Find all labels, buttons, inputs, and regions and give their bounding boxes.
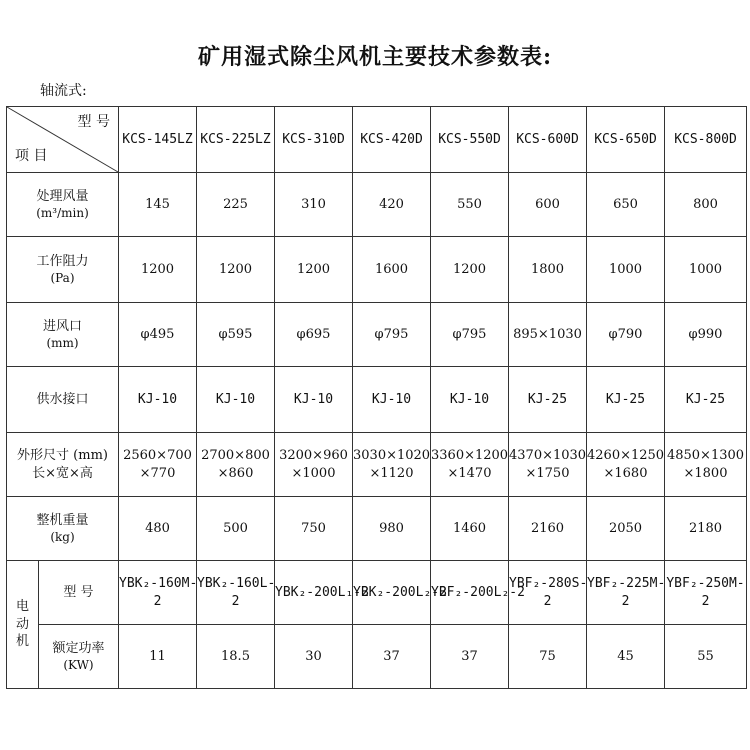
- table-cell: [665, 433, 747, 497]
- table-cell: φ990: [665, 303, 747, 367]
- row-unit: (Pa): [50, 271, 75, 286]
- dim-line: 2700×800: [201, 447, 270, 463]
- model-header: KCS-600D: [509, 107, 587, 173]
- table-cell: 1200: [197, 237, 275, 303]
- table-cell: φ795: [431, 303, 509, 367]
- motor-power-cell: 75: [509, 625, 587, 689]
- table-cell: 500: [197, 497, 275, 561]
- dim-line: 4850×1300: [666, 447, 745, 463]
- motor-power-cell: 37: [431, 625, 509, 689]
- corner-model-label: 型 号: [77, 114, 110, 130]
- table-cell: [587, 433, 665, 497]
- model-header: KCS-550D: [431, 107, 509, 173]
- table-cell: φ790: [587, 303, 665, 367]
- table-cell: 800: [665, 173, 747, 237]
- table-cell: [353, 433, 431, 497]
- table-cell: 650: [587, 173, 665, 237]
- table-row: [7, 367, 747, 433]
- dim-line: 2560×700: [123, 447, 192, 463]
- table-cell: 225: [197, 173, 275, 237]
- table-cell: KJ-25: [587, 367, 665, 433]
- motor-model-label: 型 号: [39, 561, 119, 625]
- table-cell: 2050: [587, 497, 665, 561]
- motor-power-cell: 30: [275, 625, 353, 689]
- row-unit: (kg): [50, 530, 75, 545]
- table-cell: 1200: [431, 237, 509, 303]
- motor-model-cell: YBK₂-200L₁-2: [275, 561, 353, 625]
- motor-power-cell: 37: [353, 625, 431, 689]
- table-cell: 145: [119, 173, 197, 237]
- dim-line: ×770: [139, 465, 176, 481]
- table-cell: 550: [431, 173, 509, 237]
- table-cell: [431, 433, 509, 497]
- table-row: [7, 237, 747, 303]
- table-cell: KJ-10: [197, 367, 275, 433]
- model-header: KCS-225LZ: [197, 107, 275, 173]
- table-cell: 310: [275, 173, 353, 237]
- dim-line: ×1750: [525, 465, 570, 481]
- table-cell: 2160: [509, 497, 587, 561]
- row-unit: (mm): [46, 336, 79, 351]
- table-cell: KJ-10: [119, 367, 197, 433]
- table-cell: 2180: [665, 497, 747, 561]
- row-label-cell: [7, 497, 119, 561]
- row-label: 整机重量: [36, 512, 89, 528]
- motor-group-label: [7, 561, 39, 689]
- table-cell: [197, 433, 275, 497]
- row-label: 外形尺寸 (mm): [17, 447, 108, 463]
- table-cell: [119, 433, 197, 497]
- table-cell: 895×1030: [509, 303, 587, 367]
- table-cell: KJ-10: [353, 367, 431, 433]
- row-unit: 长×宽×高: [32, 465, 93, 481]
- motor-model-cell: YBF₂-225M-2: [587, 561, 665, 625]
- table-cell: 750: [275, 497, 353, 561]
- table-cell: φ495: [119, 303, 197, 367]
- motor-power-label-cell: [39, 625, 119, 689]
- spec-table: [6, 106, 747, 689]
- table-cell: 600: [509, 173, 587, 237]
- table-cell: [509, 433, 587, 497]
- row-label-cell: [7, 173, 119, 237]
- dim-line: ×1470: [447, 465, 492, 481]
- dim-line: ×1680: [603, 465, 648, 481]
- table-row: [7, 433, 747, 497]
- motor-power-unit: (KW): [63, 658, 94, 673]
- table-row: [7, 303, 747, 367]
- table-row: [7, 497, 747, 561]
- motor-model-cell: YBK₂-200L₂-2: [353, 561, 431, 625]
- table-cell: 480: [119, 497, 197, 561]
- row-label: 工作阻力: [36, 253, 89, 269]
- section-subtitle: 轴流式:: [40, 83, 87, 99]
- motor-group-char: 电: [15, 599, 29, 615]
- dim-line: 3200×960: [279, 447, 348, 463]
- page-title: 矿用湿式除尘风机主要技术参数表:: [197, 44, 553, 70]
- table-cell: 1200: [275, 237, 353, 303]
- motor-model-row: [7, 561, 747, 625]
- table-cell: KJ-10: [275, 367, 353, 433]
- motor-model-cell: YBK₂-160M-2: [119, 561, 197, 625]
- corner-cell: [7, 107, 119, 173]
- table-cell: 420: [353, 173, 431, 237]
- dim-line: ×1120: [369, 465, 414, 481]
- row-label-cell: [7, 433, 119, 497]
- table-cell: 1800: [509, 237, 587, 303]
- model-header: KCS-800D: [665, 107, 747, 173]
- row-label-cell: [7, 367, 119, 433]
- row-label-cell: [7, 237, 119, 303]
- motor-model-cell: YBF₂-280S-2: [509, 561, 587, 625]
- motor-power-row: [7, 625, 747, 689]
- motor-group-char: 机: [15, 634, 29, 650]
- row-label: 进风口: [42, 318, 82, 334]
- table-cell: KJ-10: [431, 367, 509, 433]
- corner-item-label: 项 目: [15, 148, 48, 165]
- dim-line: 3360×1200: [431, 447, 509, 463]
- table-cell: 1000: [587, 237, 665, 303]
- table-cell: φ795: [353, 303, 431, 367]
- motor-power-cell: 45: [587, 625, 665, 689]
- table-cell: φ595: [197, 303, 275, 367]
- table-cell: 1600: [353, 237, 431, 303]
- row-label-cell: [7, 303, 119, 367]
- dim-line: 4370×1030: [509, 447, 587, 463]
- table-cell: 1460: [431, 497, 509, 561]
- model-header: KCS-310D: [275, 107, 353, 173]
- motor-power-cell: 55: [665, 625, 747, 689]
- dim-line: ×860: [217, 465, 254, 481]
- motor-model-cell: YBF₂-250M-2: [665, 561, 747, 625]
- model-header: KCS-145LZ: [119, 107, 197, 173]
- dim-line: 4260×1250: [587, 447, 665, 463]
- dim-line: ×1000: [291, 465, 336, 481]
- table-cell: 1000: [665, 237, 747, 303]
- row-unit: (m³/min): [36, 206, 89, 221]
- motor-power-cell: 18.5: [197, 625, 275, 689]
- table-cell: KJ-25: [665, 367, 747, 433]
- model-header: KCS-650D: [587, 107, 665, 173]
- dim-line: 3030×1020: [353, 447, 431, 463]
- motor-power-label: 额定功率: [52, 640, 105, 656]
- table-cell: 980: [353, 497, 431, 561]
- dim-line: ×1800: [683, 465, 728, 481]
- table-cell: KJ-25: [509, 367, 587, 433]
- motor-model-cell: YBF₂-200L₂-2: [431, 561, 509, 625]
- row-label: 供水接口: [36, 391, 89, 407]
- model-header: KCS-420D: [353, 107, 431, 173]
- table-cell: φ695: [275, 303, 353, 367]
- header-row: [7, 107, 747, 173]
- table-cell: [275, 433, 353, 497]
- row-label: 处理风量: [36, 188, 89, 204]
- motor-model-cell: YBK₂-160L-2: [197, 561, 275, 625]
- motor-group-char: 动: [15, 616, 29, 632]
- table-row: [7, 173, 747, 237]
- motor-power-cell: 11: [119, 625, 197, 689]
- table-cell: 1200: [119, 237, 197, 303]
